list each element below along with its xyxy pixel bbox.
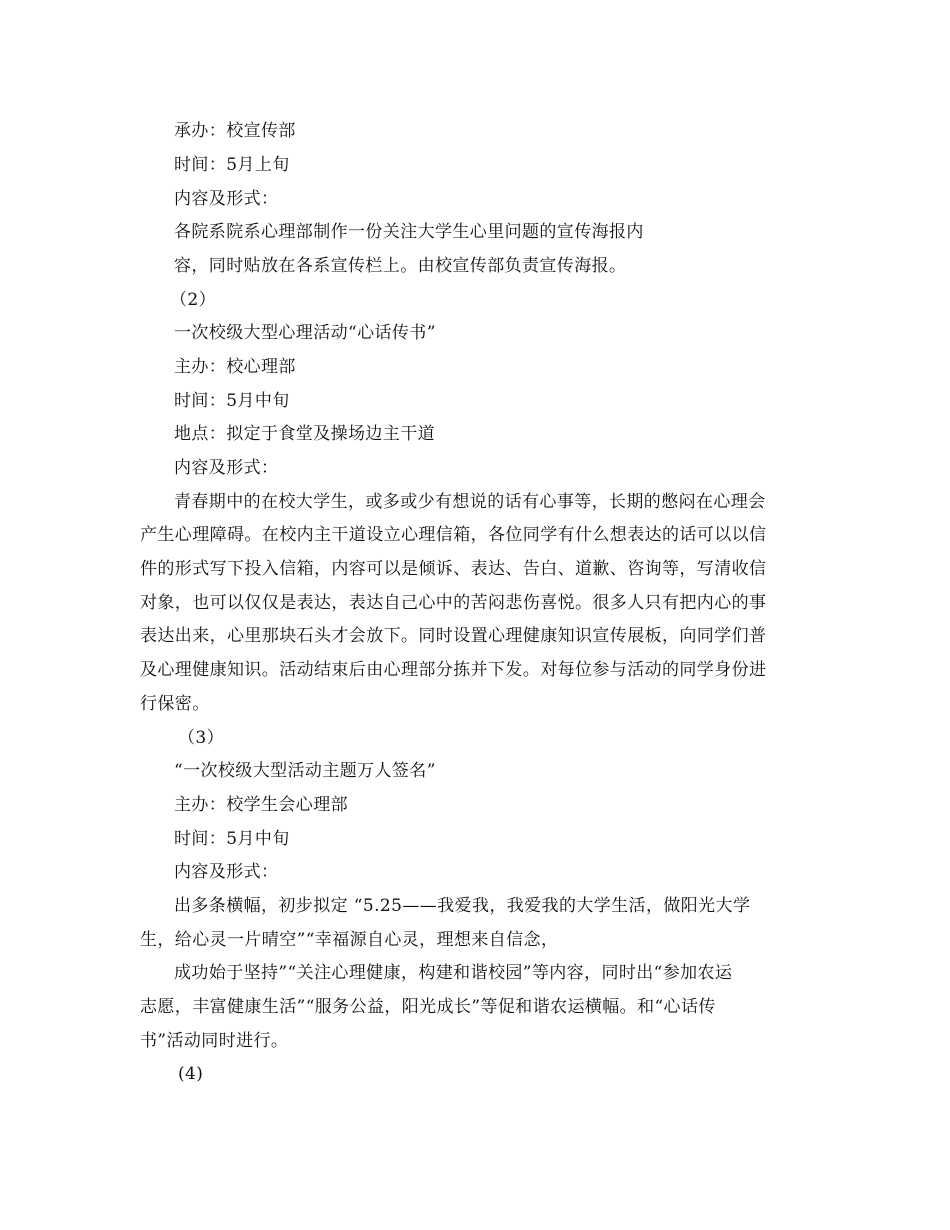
paragraph-line: 出多条横幅，初步拟定 “5.25——我爱我，我爱我的大学生活，做阳光大学 <box>174 896 751 916</box>
location-line: 地点：拟定于食堂及操场边主干道 <box>174 424 435 444</box>
paragraph-line: 容，同时贴放在各系宣传栏上。由校宣传部负责宣传海报。 <box>174 256 627 276</box>
paragraph-line: 对象，也可以仅仅是表达，表达自己心中的苦闷悲伤喜悦。很多人只有把内心的事 <box>140 593 767 613</box>
content-heading: 内容及形式： <box>174 458 279 478</box>
activity-title: 一次校级大型心理活动“心话传书” <box>174 323 436 343</box>
paragraph-line: 生，给心灵一片晴空”“幸福源自心灵，理想来自信念， <box>140 930 559 950</box>
paragraph-line: 书”活动同时进行。 <box>140 1031 289 1051</box>
time-line: 时间：5月中旬 <box>174 391 290 411</box>
section-number: （2） <box>170 290 217 310</box>
paragraph-line: 件的形式写下投入信箱，内容可以是倾诉、表达、告白、道歉、咨询等，写清收信 <box>140 559 767 579</box>
content-heading: 内容及形式： <box>174 189 279 209</box>
time-line: 时间：5月上旬 <box>174 155 290 175</box>
content-heading: 内容及形式： <box>174 862 279 882</box>
organizer-line: 主办：校心理部 <box>174 357 296 377</box>
paragraph-line: 志愿，丰富健康生活”“服务公益，阳光成长”等促和谐农运横幅。和“心话传 <box>140 997 716 1017</box>
paragraph-line: 成功始于坚持”“关注心理健康，构建和谐校园”等内容，同时出“参加农运 <box>174 963 733 983</box>
paragraph-line: 产生心理障碍。在校内主干道设立心理信箱，各位同学有什么想表达的话可以以信 <box>140 525 767 545</box>
organizer-line: 主办：校学生会心理部 <box>174 795 348 815</box>
organizer-line: 承办：校宣传部 <box>174 121 296 141</box>
paragraph-line: 表达出来，心里那块石头才会放下。同时设置心理健康知识宣传展板，向同学们普 <box>140 626 767 646</box>
paragraph-line: 青春期中的在校大学生，或多或少有想说的话有心事等，长期的憋闷在心理会 <box>174 492 766 512</box>
paragraph-line: 及心理健康知识。活动结束后由心理部分拣并下发。对每位参与活动的同学身份进 <box>140 660 767 680</box>
section-number: (4) <box>178 1064 204 1084</box>
paragraph-line: 各院系院系心理部制作一份关注大学生心里问题的宣传海报内 <box>174 222 644 242</box>
activity-title: “一次校级大型活动主题万人签名” <box>174 761 436 781</box>
time-line: 时间：5月中旬 <box>174 829 290 849</box>
paragraph-line: 行保密。 <box>140 694 210 714</box>
section-number: （3） <box>178 728 225 748</box>
